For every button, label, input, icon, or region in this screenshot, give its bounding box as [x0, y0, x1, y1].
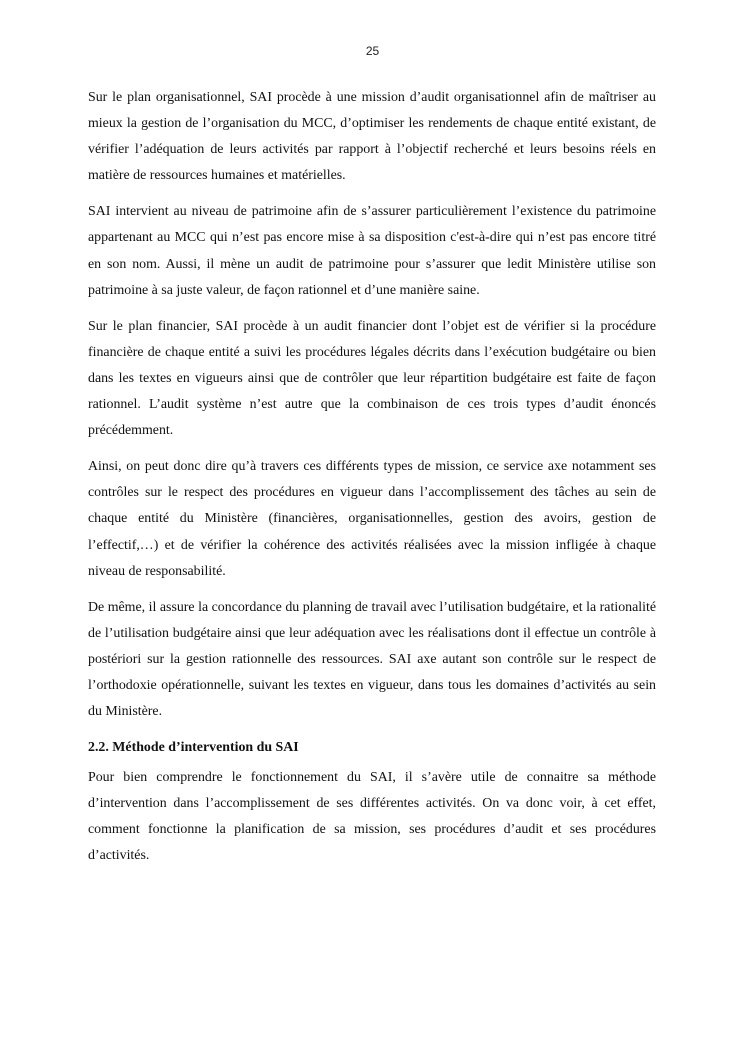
paragraph-mission-types-summary: Ainsi, on peut donc dire qu’à travers ces différents types de mission, ce service axe notamment ses contrôles sur le respect des procédures en vigueur dans l’accomplissement des tâches au sein de chaque entité du Ministère (financières, organisationnelles, gestion des avoirs, gestion de l’effectif,…) et de vérifier la cohérence des activités réalisées avec la mission infligée à chaque niveau de responsabilité.: [88, 459, 656, 579]
section-heading: 2.2. Méthode d’intervention du SAI: [88, 740, 299, 756]
paragraph-budget-concordance: De même, il assure la concordance du planning de travail avec l’utilisation budgétaire, et la rationalité de l’utilisation budgétaire ainsi que leur adéquation avec les réalisations dont il effectue un contrôle à postériori sur la gestion rationnelle des ressources. SAI axe autant son contrôle sur le respect de l’orthodoxie opérationnelle, suivant les textes en vigueur, dans tous les domaines d’activités au sein du Ministère.: [88, 599, 656, 720]
paragraph-financial-audit: Sur le plan financier, SAI procède à un audit financier dont l’objet est de vérifier si la procédure financière de chaque entité a suivi les procédures légales décrits dans l’exécution budgétaire ou bien dans les textes en vigueurs ainsi que de contrôler que leur répartition budgétaire est faite de façon rationnel. L’audit système n’est autre que la combinaison de ces trois types d’audit énoncés précédemment.: [88, 318, 656, 439]
document-body: [88, 85, 656, 880]
page-number: 25: [365, 44, 380, 58]
paragraph-intervention-method: Pour bien comprendre le fonctionnement du SAI, il s’avère utile de connaitre sa méthode d’intervention dans l’accomplissement de ses différentes activités. On va donc voir, à cet effet, comment fonctionne la planification de sa mission, ses procédures d’audit et ses procédures d’activités.: [88, 770, 656, 864]
paragraph-patrimony-audit: SAI intervient au niveau de patrimoine afin de s’assurer particulièrement l’existence du patrimoine appartenant au MCC qui n’est pas encore mise à sa disposition c'est-à-dire qui n’est pas encore titré en son nom. Aussi, il mène un audit de patrimoine pour s’assurer que ledit Ministère utilise son patrimoine à sa juste valeur, de façon rationnel et d’une manière saine.: [88, 204, 656, 298]
paragraph-organisational-audit: Sur le plan organisationnel, SAI procède à une mission d’audit organisationnel afin de maîtriser au mieux la gestion de l’organisation du MCC, d’optimiser les rendements de chaque entité existant, de vérifier l’adéquation de leurs activités par rapport à l’objectif recherché et leurs besoins réels en matière de ressources humaines et matérielles.: [88, 90, 656, 184]
